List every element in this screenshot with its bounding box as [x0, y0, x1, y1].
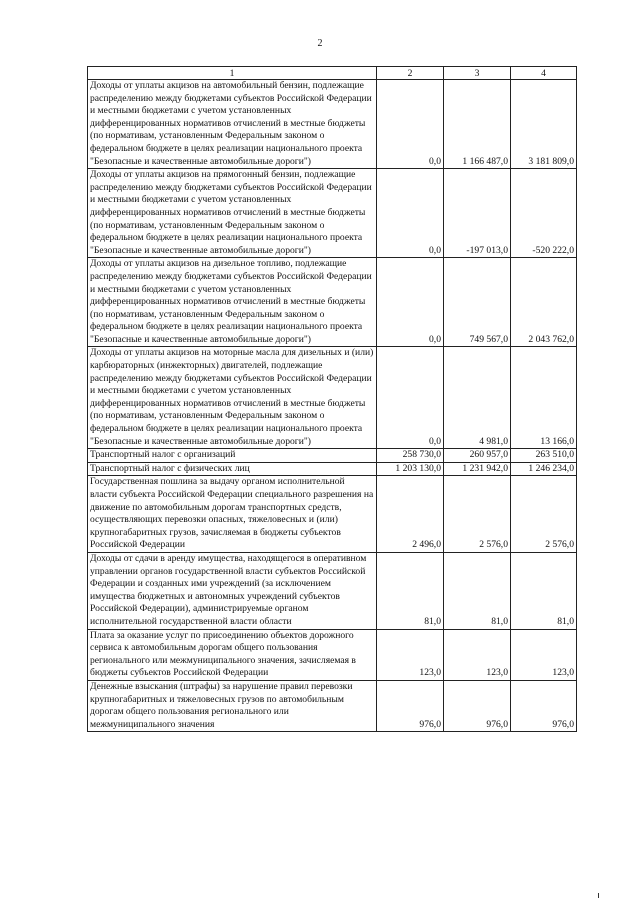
table-row [88, 169, 577, 258]
table-row [88, 258, 577, 347]
row-value-col2: 976,0 [377, 680, 444, 731]
page-number: 2 [317, 38, 323, 49]
row-value-col4: 1 246 234,0 [511, 462, 577, 476]
row-value-col4: 976,0 [511, 680, 577, 731]
row-value-col2: 81,0 [377, 552, 444, 629]
column-header-3: 3 [444, 67, 511, 80]
column-header-4: 4 [511, 67, 577, 80]
table-row [88, 347, 577, 449]
row-name-cell: Доходы от сдачи в аренду имущества, находящегося в оперативном управлении органов государственной власти субъектов Российской Федерации и созданных ими учреждений (за исключением имущества бюджетных и автономных учреждений субъектов Российской Федерации), администрируемые органом исполнительной государственной власти области [88, 552, 377, 629]
row-value-col3: 2 576,0 [444, 476, 511, 553]
row-value-col2: 0,0 [377, 258, 444, 347]
table-row [88, 680, 577, 731]
row-value-col4: 13 166,0 [511, 347, 577, 449]
row-name-cell: Денежные взыскания (штрафы) за нарушение правил перевозки крупногабаритных и тяжеловесных грузов по автомобильным дорогам общего пользования регионального или межмуниципального значения [88, 680, 377, 731]
row-name-cell: Плата за оказание услуг по присоединению объектов дорожного сервиса к автомобильным дорогам общего пользования регионального или межмуниципального значения, зачисляемая в бюджеты субъектов Российской Федерации [88, 629, 377, 680]
row-value-col3: 4 981,0 [444, 347, 511, 449]
budget-revenue-table [87, 66, 577, 732]
row-value-col4: 2 576,0 [511, 476, 577, 553]
row-value-col3: 81,0 [444, 552, 511, 629]
row-value-col2: 123,0 [377, 629, 444, 680]
row-name-cell: Доходы от уплаты акцизов на моторные масла для дизельных и (или) карбюраторных (инжекторных) двигателей, подлежащие распределению между бюджетами субъектов Российской Федерации и местными бюджетами с учетом установленных дифференцированных нормативов отчислений в местные бюджеты (по нормативам, установленным Федеральным законом о федеральном бюджете в целях реализации национального проекта "Безопасные и качественные автомобильные дороги") [88, 347, 377, 449]
row-value-col3: 749 567,0 [444, 258, 511, 347]
table-row [88, 462, 577, 476]
column-header-2: 2 [377, 67, 444, 80]
row-value-col2: 0,0 [377, 347, 444, 449]
row-value-col4: 2 043 762,0 [511, 258, 577, 347]
row-value-col2: 0,0 [377, 80, 444, 169]
row-name-cell: Доходы от уплаты акцизов на автомобильный бензин, подлежащие распределению между бюджетами субъектов Российской Федерации и местными бюджетами с учетом установленных дифференцированных нормативов отчислений в местные бюджеты (по нормативам, установленным Федеральным законом о федеральном бюджете в целях реализации национального проекта "Безопасные и качественные автомобильные дороги") [88, 80, 377, 169]
row-value-col2: 1 203 130,0 [377, 462, 444, 476]
row-value-col2: 2 496,0 [377, 476, 444, 553]
table-row [88, 629, 577, 680]
row-value-col4: 81,0 [511, 552, 577, 629]
row-value-col3: 123,0 [444, 629, 511, 680]
row-value-col2: 258 730,0 [377, 449, 444, 463]
row-name-cell: Государственная пошлина за выдачу органом исполнительной власти субъекта Российской Федерации специального разрешения на движение по автомобильным дорогам транспортных средств, осуществляющих перевозки опасных, тяжеловесных и (или) крупногабаритных грузов, зачисляемая в бюджеты субъектов Российской Федерации [88, 476, 377, 553]
table-header-row [88, 67, 577, 80]
table-row [88, 552, 577, 629]
row-value-col4: 263 510,0 [511, 449, 577, 463]
row-value-col3: 260 957,0 [444, 449, 511, 463]
row-value-col4: 3 181 809,0 [511, 80, 577, 169]
row-value-col3: 1 231 942,0 [444, 462, 511, 476]
table-row [88, 449, 577, 463]
row-name-cell: Доходы от уплаты акцизов на дизельное топливо, подлежащие распределению между бюджетами субъектов Российской Федерации и местными бюджетами с учетом установленных дифференцированных нормативов отчислений в местные бюджеты (по нормативам, установленным Федеральным законом о федеральном бюджете в целях реализации национального проекта "Безопасные и качественные автомобильные дороги") [88, 258, 377, 347]
row-value-col2: 0,0 [377, 169, 444, 258]
row-value-col4: -520 222,0 [511, 169, 577, 258]
row-value-col3: -197 013,0 [444, 169, 511, 258]
scan-mark [598, 893, 599, 898]
column-header-1: 1 [88, 67, 377, 80]
row-name-cell: Транспортный налог с организаций [88, 449, 377, 463]
table-row [88, 476, 577, 553]
row-value-col4: 123,0 [511, 629, 577, 680]
row-name-cell: Транспортный налог с физических лиц [88, 462, 377, 476]
row-value-col3: 1 166 487,0 [444, 80, 511, 169]
table-row [88, 80, 577, 169]
row-name-cell: Доходы от уплаты акцизов на прямогонный бензин, подлежащие распределению между бюджетами субъектов Российской Федерации и местными бюджетами с учетом установленных дифференцированных нормативов отчислений в местные бюджеты (по нормативам, установленным Федеральным законом о федеральном бюджете в целях реализации национального проекта "Безопасные и качественные автомобильные дороги") [88, 169, 377, 258]
row-value-col3: 976,0 [444, 680, 511, 731]
